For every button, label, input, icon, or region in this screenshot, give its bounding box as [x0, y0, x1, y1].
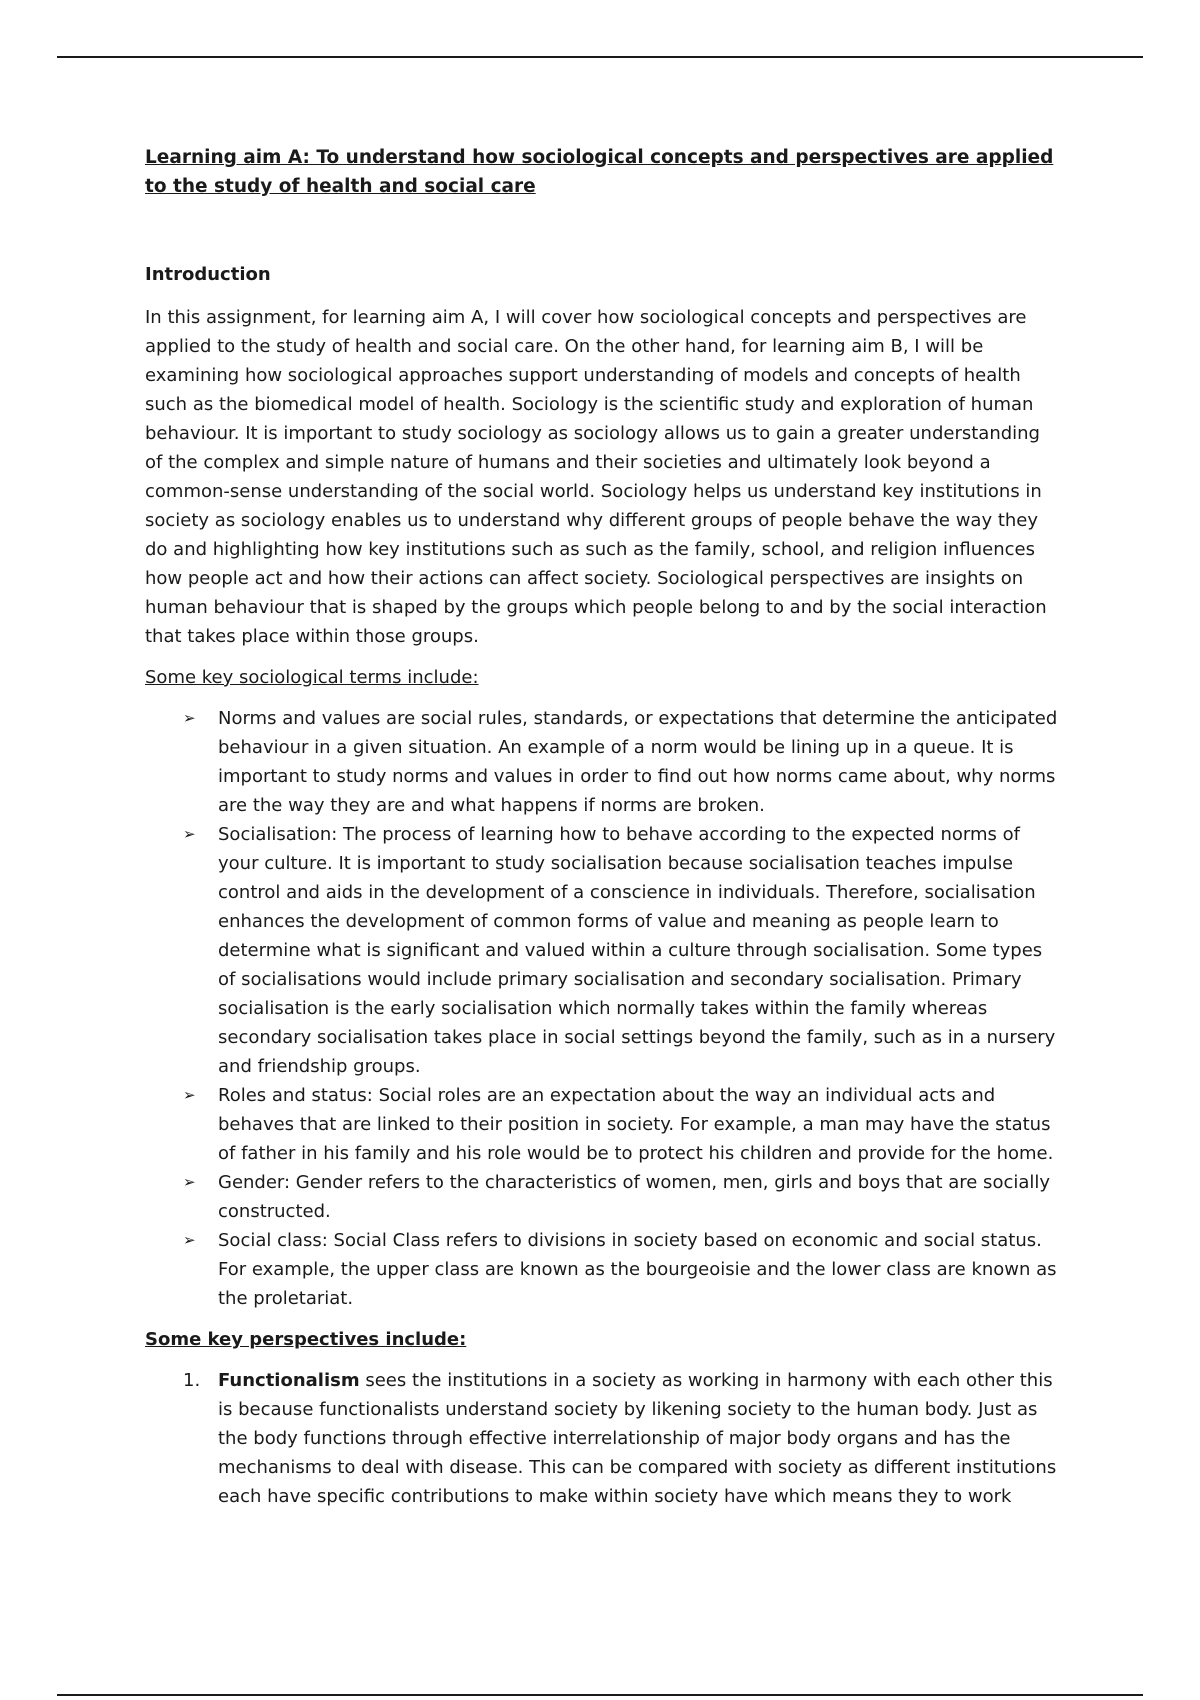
term-text: Norms and values are social rules, standards, or expectations that determine the anticipated behaviour in a given situation. An example of a norm would be lining up in a queue. It is important to study norms and values in order to find out how norms came about, why norms are the way they are and what happens if norms are broken. — [218, 708, 1058, 816]
terms-list — [145, 704, 1060, 1313]
document-body — [145, 143, 1060, 1511]
list-item — [183, 1226, 1060, 1313]
perspectives-list — [145, 1366, 1060, 1511]
list-item — [183, 704, 1060, 820]
header-rule — [57, 56, 1143, 58]
perspective-text: sees the institutions in a society as working in harmony with each other this is because functionalists understand society by likening society to the human body. Just as the body functions through effective interrelationship of major body organs and has the mechanisms to deal with disease. This can be compared with society as different institutions each have specific contributions to make within society have which means they to work — [218, 1370, 1057, 1507]
perspectives-heading: Some key perspectives include: — [145, 1329, 467, 1350]
arrow-bullet-icon: ➢ — [183, 1231, 196, 1249]
term-text: Roles and status: Social roles are an expectation about the way an individual acts and behaves that are linked to their position in society. For example, a man may have the status of father in his family and his role would be to protect his children and provide for the home. — [218, 1085, 1054, 1164]
term-text: Gender: Gender refers to the characteristics of women, men, girls and boys that are socially constructed. — [218, 1172, 1051, 1222]
terms-heading: Some key sociological terms include: — [145, 667, 479, 688]
term-text: Social class: Social Class refers to divisions in society based on economic and social status. For example, the upper class are known as the bourgeoisie and the lower class are known as the proletariat. — [218, 1230, 1057, 1309]
document-title: Learning aim A: To understand how sociological concepts and perspectives are applied to the study of health and social care — [145, 147, 1054, 197]
footer-rule — [57, 1694, 1143, 1696]
arrow-bullet-icon: ➢ — [183, 1086, 196, 1104]
arrow-bullet-icon: ➢ — [183, 825, 196, 843]
arrow-bullet-icon: ➢ — [183, 1173, 196, 1191]
list-item — [183, 1168, 1060, 1226]
list-item — [183, 1081, 1060, 1168]
arrow-bullet-icon: ➢ — [183, 709, 196, 727]
perspective-term: Functionalism — [218, 1370, 360, 1391]
list-item — [183, 1366, 1060, 1511]
list-item — [183, 820, 1060, 1081]
introduction-heading: Introduction — [145, 264, 271, 285]
term-text: Socialisation: The process of learning how to behave according to the expected norms of your culture. It is important to study socialisation because socialisation teaches impulse control and aids in the development of a conscience in individuals. Therefore, socialisation enhances the development of common forms of value and meaning as people learn to determine what is significant and valued within a culture through socialisation. Some types of socialisations would include primary socialisation and secondary socialisation. Primary socialisation is the early socialisation which normally takes within the family whereas secondary socialisation takes place in social settings beyond the family, such as in a nursery and friendship groups. — [218, 824, 1056, 1077]
introduction-paragraph: In this assignment, for learning aim A, I will cover how sociological concepts and perspectives are applied to the study of health and social care. On the other hand, for learning aim B, I will be examining how sociological approaches support understanding of models and concepts of health such as the biomedical model of health. Sociology is the scientific study and exploration of human behaviour. It is important to study sociology as sociology allows us to gain a greater understanding of the complex and simple nature of humans and their societies and ultimately look beyond a common-sense understanding of the social world. Sociology helps us understand key institutions in society as sociology enables us to understand why different groups of people behave the way they do and highlighting how key institutions such as such as the family, school, and religion influences how people act and how their actions can affect society. Sociological perspectives are insights on human behaviour that is shaped by the groups which people belong to and by the social interaction that takes place within those groups. — [145, 307, 1047, 647]
list-number: 1. — [183, 1370, 201, 1391]
